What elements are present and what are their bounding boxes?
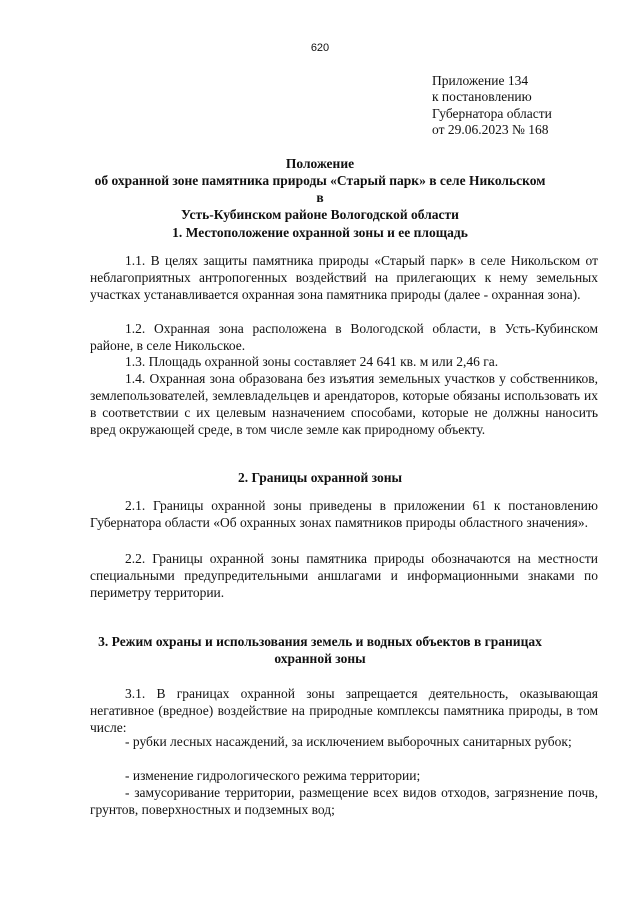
title-line: об охранной зоне памятника природы «Старый парк» в селе Никольском в xyxy=(94,173,546,205)
paragraph-1-2: 1.2. Охранная зона расположена в Вологодской области, в Усть-Кубинском районе, в селе Никольское. xyxy=(90,321,598,353)
paragraph-2-2: 2.2. Границы охранной зоны памятника природы обозначаются на местности специальными предупредительными аншлагами и информационными знаками по периметру территории. xyxy=(90,551,598,600)
section-2-heading: 2. Границы охранной зоны xyxy=(237,470,403,485)
heading-line: охранной зоны xyxy=(274,651,366,666)
page-number: 620 xyxy=(310,42,330,54)
appendix-line: от 29.06.2023 № 168 xyxy=(432,121,549,137)
paragraph-3-1: 3.1. В границах охранной зоны запрещается деятельность, оказывающая негативное (вредное) воздействие на природные комплексы памятника природы, в том числе: xyxy=(90,686,598,735)
paragraph-2-1: 2.1. Границы охранной зоны приведены в приложении 61 к постановлению Губернатора области «Об охранных зонах памятников природы областного значения». xyxy=(90,498,598,530)
list-item: - замусоривание территории, размещение всех видов отходов, загрязнение почв, грунтов, поверхностных и подземных вод; xyxy=(90,785,598,817)
appendix-reference xyxy=(432,73,552,138)
paragraph-1-3: 1.3. Площадь охранной зоны составляет 24 641 кв. м или 2,46 га. xyxy=(125,354,499,369)
section-3-heading xyxy=(80,633,560,667)
appendix-line: к постановлению xyxy=(432,89,532,105)
document-title xyxy=(90,155,550,223)
list-item: - изменение гидрологического режима территории; xyxy=(125,768,421,783)
paragraph-1-4: 1.4. Охранная зона образована без изъятия земельных участков у собственников, землепользователей, землевладельцев и арендаторов, которые обязаны использовать их в соответствии с их целевым назначением способами, которые не должны наносить вред окружающей среде, в том числе земле как природному объекту. xyxy=(90,371,598,437)
title-line: Усть-Кубинском районе Вологодской области xyxy=(181,207,459,222)
section-1-heading: 1. Местоположение охранной зоны и ее площадь xyxy=(172,225,468,240)
title-line: Положение xyxy=(285,156,355,171)
appendix-line: Губернатора области xyxy=(432,105,552,121)
appendix-line: Приложение 134 xyxy=(432,73,529,88)
paragraph-1-1: 1.1. В целях защиты памятника природы «Старый парк» в селе Никольском от неблагоприятных антропогенных воздействий на прилегающих к нему земельных участках устанавливается охранная зона памятника природы (далее - охранная зона). xyxy=(90,253,598,302)
heading-line: 3. Режим охраны и использования земель и водных объектов в границах xyxy=(98,634,542,649)
list-item: - рубки лесных насаждений, за исключением выборочных санитарных рубок; xyxy=(125,734,572,749)
